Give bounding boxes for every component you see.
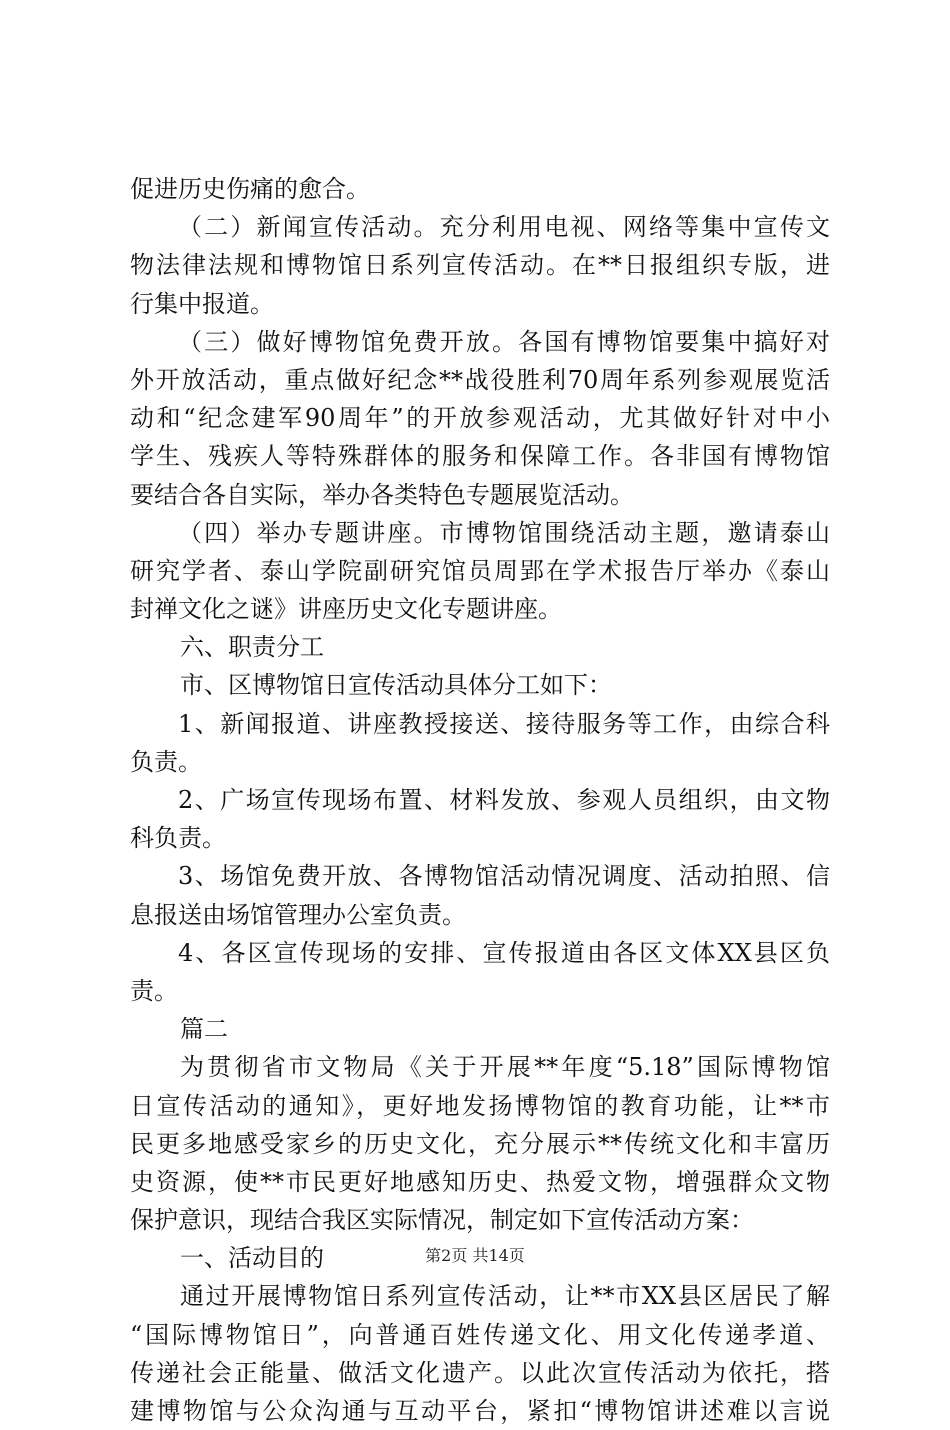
text-line: 研究学者、泰山学院副研究馆员周郢在学术报告厅举办《泰山	[130, 556, 830, 585]
text-line: 通过开展博物馆日系列宣传活动，让**市XX县区居民了解	[180, 1282, 830, 1311]
text-line: 物法律法规和博物馆日系列宣传活动。在**日报组织专版，进	[130, 251, 830, 280]
text-line: （二）新闻宣传活动。充分利用电视、网络等集中宣传文	[178, 213, 830, 242]
text-line: 民更多地感受家乡的历史文化，充分展示**传统文化和丰富历	[130, 1129, 830, 1158]
text-line: 学生、残疾人等特殊群体的服务和保障工作。各非国有博物馆	[130, 442, 830, 471]
text-line: 封禅文化之谜》讲座历史文化专题讲座。	[130, 595, 562, 624]
text-line: 外开放活动，重点做好纪念**战役胜利70周年系列参观展览活	[130, 365, 830, 394]
text-line: 负责。	[130, 747, 202, 776]
document-body	[130, 170, 830, 1430]
page-footer: 第2页 共14页	[425, 1246, 525, 1265]
text-line: 1、新闻报道、讲座教授接送、接待服务等工作，由综合科	[178, 709, 830, 738]
text-line: 行集中报道。	[130, 289, 274, 318]
section-heading: 六、职责分工	[180, 633, 324, 662]
text-line: 动和“纪念建军90周年”的开放参观活动，尤其做好针对中小	[130, 404, 830, 433]
text-line: 史资源，使**市民更好地感知历史、热爱文物，增强群众文物	[130, 1167, 830, 1196]
text-line: 2、广场宣传现场布置、材料发放、参观人员组织，由文物	[178, 786, 830, 814]
text-line: 要结合各自实际，举办各类特色专题展览活动。	[130, 480, 634, 509]
text-line: （三）做好博物馆免费开放。各国有博物馆要集中搞好对	[178, 327, 830, 356]
text-line: “国际博物馆日”，向普通百姓传递文化、用文化传递孝道、	[130, 1320, 830, 1349]
text-line: 4、各区宣传现场的安排、宣传报道由各区文体XX县区负	[178, 938, 830, 967]
text-line: 建博物馆与公众沟通与互动平台，紧扣“博物馆讲述难以言说	[130, 1397, 830, 1425]
text-line: 责。	[130, 976, 178, 1005]
section-heading: 一、活动目的	[180, 1244, 324, 1273]
text-line: 保护意识，现结合我区实际情况，制定如下宣传活动方案：	[130, 1206, 754, 1235]
text-line: 3、场馆免费开放、各博物馆活动情况调度、活动拍照、信	[178, 862, 830, 891]
text-line: 科负责。	[130, 824, 226, 853]
text-line: （四）举办专题讲座。市博物馆围绕活动主题，邀请泰山	[178, 518, 830, 547]
text-line: 促进历史伤痛的愈合。	[130, 175, 370, 203]
text-line: 市、区博物馆日宣传活动具体分工如下：	[180, 671, 612, 700]
text-line: 为贯彻省市文物局《关于开展**年度“5.18”国际博物馆	[180, 1053, 830, 1082]
text-line: 传递社会正能量、做活文化遗产。以此次宣传活动为依托，搭	[130, 1358, 830, 1387]
text-line: 日宣传活动的通知》，更好地发扬博物馆的教育功能，让**市	[130, 1091, 830, 1120]
text-line: 息报送由场馆管理办公室负责。	[130, 900, 466, 929]
section-heading: 篇二	[180, 1015, 228, 1044]
